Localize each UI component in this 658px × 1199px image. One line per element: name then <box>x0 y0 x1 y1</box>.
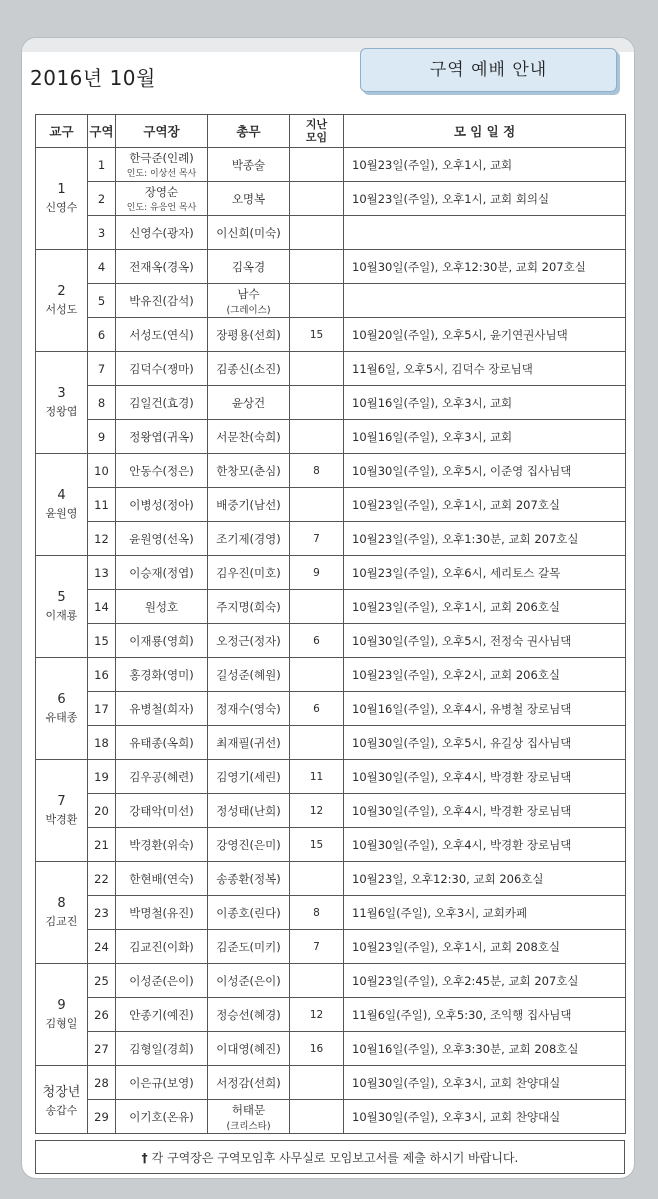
district-pastor-name: 송갑수 <box>45 1104 78 1117</box>
secretary-cell <box>208 556 290 590</box>
schedule-cell <box>344 216 626 250</box>
last-meeting-cell: 16 <box>290 1032 344 1066</box>
district-number: 3 <box>57 386 66 401</box>
secretary-name: 한창모(춘심) <box>216 463 281 478</box>
leader-name: 안종기(예진) <box>129 1007 194 1022</box>
leader-cell <box>116 556 208 590</box>
zone-number-cell: 10 <box>88 454 116 488</box>
secretary-cell <box>208 760 290 794</box>
table-row <box>36 998 626 1032</box>
schedule-cell: 10월23일(주일), 오후1시, 교회 회의실 <box>344 182 626 216</box>
district-pastor-name: 김교진 <box>45 915 78 928</box>
secretary-name: 김종신(소진) <box>216 361 281 376</box>
secretary-cell <box>208 182 290 216</box>
table-row <box>36 216 626 250</box>
leader-name: 이성준(은이) <box>129 973 194 988</box>
leader-guide-note: 인도: 유응언 목사 <box>126 203 197 213</box>
leader-cell <box>116 862 208 896</box>
leader-name: 한현배(연숙) <box>129 871 194 886</box>
schedule-cell: 10월30일(주일), 오후4시, 박경환 장로님댁 <box>344 828 626 862</box>
schedule-cell: 10월30일(주일), 오후3시, 교회 찬양대실 <box>344 1100 626 1134</box>
table-row <box>36 760 626 794</box>
leader-cell <box>116 284 208 318</box>
leader-name: 김형일(경희) <box>129 1041 194 1056</box>
table-row <box>36 896 626 930</box>
table-row <box>36 828 626 862</box>
secretary-name: 김우진(미호) <box>216 565 281 580</box>
last-meeting-cell <box>290 250 344 284</box>
last-meeting-cell: 6 <box>290 624 344 658</box>
secretary-cell <box>208 1032 290 1066</box>
secretary-cell <box>208 896 290 930</box>
schedule-cell: 10월16일(주일), 오후3시, 교회 <box>344 386 626 420</box>
district-pastor-name: 유태종 <box>45 711 78 724</box>
secretary-cell <box>208 930 290 964</box>
schedule-cell: 11월6일, 오후5시, 김덕수 장로님댁 <box>344 352 626 386</box>
table-row <box>36 250 626 284</box>
district-cell <box>36 352 88 454</box>
leader-cell <box>116 760 208 794</box>
zone-number-cell: 3 <box>88 216 116 250</box>
last-meeting-cell <box>290 386 344 420</box>
schedule-cell: 10월20일(주일), 오후5시, 윤기연권사님댁 <box>344 318 626 352</box>
schedule-cell: 10월30일(주일), 오후5시, 전정숙 권사님댁 <box>344 624 626 658</box>
page-title: 구역 예배 안내 <box>360 48 617 92</box>
leader-name: 홍경화(영미) <box>129 667 194 682</box>
zone-number-cell: 17 <box>88 692 116 726</box>
schedule-cell: 10월23일(주일), 오후1시, 교회 208호실 <box>344 930 626 964</box>
table-row <box>36 352 626 386</box>
leader-cell <box>116 386 208 420</box>
leader-cell <box>116 964 208 998</box>
secretary-cell <box>208 998 290 1032</box>
leader-name: 이은규(보영) <box>129 1075 194 1090</box>
secretary-name: 박종술 <box>231 157 266 172</box>
secretary-name: 이성준(은이) <box>216 973 281 988</box>
zone-number-cell: 20 <box>88 794 116 828</box>
secretary-name: 서정감(선희) <box>216 1075 281 1090</box>
leader-name: 김덕수(쟁마) <box>129 361 194 376</box>
schedule-cell: 10월30일(주일), 오후3시, 교회 찬양대실 <box>344 1066 626 1100</box>
last-meeting-cell: 15 <box>290 828 344 862</box>
leader-name: 장영순 <box>144 185 179 199</box>
last-meeting-cell <box>290 352 344 386</box>
table-row <box>36 930 626 964</box>
leader-name: 박유진(감석) <box>129 293 194 308</box>
last-meeting-cell: 8 <box>290 896 344 930</box>
district-number: 6 <box>57 692 66 707</box>
zone-number-cell: 2 <box>88 182 116 216</box>
secretary-name: 윤상건 <box>231 395 266 410</box>
secretary-cell <box>208 590 290 624</box>
district-number: 9 <box>57 998 66 1013</box>
leader-name: 유병철(희자) <box>129 701 194 716</box>
zone-number-cell: 22 <box>88 862 116 896</box>
leader-cell <box>116 318 208 352</box>
schedule-cell: 10월30일(주일), 오후5시, 유길상 집사님댁 <box>344 726 626 760</box>
leader-cell <box>116 794 208 828</box>
district-pastor-name: 김형일 <box>45 1017 78 1030</box>
page-date: 2016년 10월 <box>30 66 156 90</box>
last-meeting-cell <box>290 420 344 454</box>
last-meeting-cell: 12 <box>290 794 344 828</box>
secretary-cell <box>208 964 290 998</box>
leader-guide-note: 인도: 이상선 목사 <box>126 169 197 179</box>
leader-cell <box>116 1032 208 1066</box>
leader-name: 김교진(이화) <box>129 939 194 954</box>
last-meeting-cell: 8 <box>290 454 344 488</box>
secretary-cell <box>208 216 290 250</box>
last-meeting-cell: 11 <box>290 760 344 794</box>
zone-number-cell: 5 <box>88 284 116 318</box>
zone-number-cell: 8 <box>88 386 116 420</box>
district-cell <box>36 454 88 556</box>
leader-name: 안동수(정은) <box>129 463 194 478</box>
col-header-leader: 구역장 <box>116 115 208 148</box>
district-cell <box>36 250 88 352</box>
zone-number-cell: 16 <box>88 658 116 692</box>
schedule-cell: 10월23일(주일), 오후2:45분, 교회 207호실 <box>344 964 626 998</box>
zone-number-cell: 12 <box>88 522 116 556</box>
leader-cell <box>116 590 208 624</box>
district-number: 7 <box>57 794 66 809</box>
district-pastor-name: 박경환 <box>45 813 78 826</box>
leader-name: 서성도(연식) <box>129 327 194 342</box>
last-meeting-cell <box>290 216 344 250</box>
col-header-zone: 구역 <box>88 115 116 148</box>
footer-note-text: 각 구역장은 구역모임후 사무실로 모임보고서를 제출 하시기 바랍니다. <box>151 1151 519 1165</box>
district-cell <box>36 556 88 658</box>
district-pastor-name: 서성도 <box>45 303 78 316</box>
leader-name: 이승재(정엽) <box>129 565 194 580</box>
schedule-cell: 11월6일(주일), 오후5:30, 조익행 집사님댁 <box>344 998 626 1032</box>
leader-name: 윤원영(선옥) <box>129 531 194 546</box>
zone-number-cell: 26 <box>88 998 116 1032</box>
table-header-row <box>36 115 626 148</box>
zone-number-cell: 4 <box>88 250 116 284</box>
leader-name: 박경환(위숙) <box>129 837 194 852</box>
zone-number-cell: 21 <box>88 828 116 862</box>
district-pastor-name: 신영수 <box>45 201 78 214</box>
zone-number-cell: 6 <box>88 318 116 352</box>
secretary-name: 이대영(혜진) <box>216 1041 281 1056</box>
table-row <box>36 522 626 556</box>
schedule-cell: 10월30일(주일), 오후4시, 박경환 장로님댁 <box>344 760 626 794</box>
secretary-cell <box>208 828 290 862</box>
schedule-cell: 10월23일, 오후12:30, 교회 206호실 <box>344 862 626 896</box>
leader-cell <box>116 182 208 216</box>
secretary-cell <box>208 420 290 454</box>
col-header-district: 교구 <box>36 115 88 148</box>
last-meeting-cell <box>290 284 344 318</box>
district-number: 1 <box>57 182 66 197</box>
schedule-cell: 10월30일(주일), 오후5시, 이준영 집사님댁 <box>344 454 626 488</box>
last-meeting-cell <box>290 182 344 216</box>
district-cell <box>36 658 88 760</box>
leader-cell <box>116 930 208 964</box>
secretary-cell <box>208 284 290 318</box>
leader-cell <box>116 998 208 1032</box>
secretary-cell <box>208 352 290 386</box>
secretary-name: 이신희(미숙) <box>216 225 281 240</box>
table-row <box>36 692 626 726</box>
district-cell <box>36 148 88 250</box>
leader-name: 박명철(유진) <box>129 905 194 920</box>
last-meeting-cell <box>290 862 344 896</box>
secretary-cell <box>208 148 290 182</box>
district-pastor-name: 정왕엽 <box>45 405 78 418</box>
secretary-name: 주지명(희숙) <box>216 599 281 614</box>
secretary-name: 길성준(혜원) <box>216 667 281 682</box>
district-cell <box>36 964 88 1066</box>
leader-cell <box>116 488 208 522</box>
leader-cell <box>116 624 208 658</box>
secretary-cell <box>208 454 290 488</box>
schedule-cell: 10월23일(주일), 오후1시, 교회 207호실 <box>344 488 626 522</box>
leader-name: 전재옥(경옥) <box>129 259 194 274</box>
secretary-cell <box>208 1100 290 1134</box>
leader-name: 이재룡(영희) <box>129 633 194 648</box>
district-number: 4 <box>57 488 66 503</box>
col-header-secretary: 총무 <box>208 115 290 148</box>
leader-cell <box>116 1100 208 1134</box>
last-meeting-cell: 15 <box>290 318 344 352</box>
secretary-cell <box>208 522 290 556</box>
table-row <box>36 1100 626 1134</box>
secretary-cell <box>208 488 290 522</box>
schedule-cell: 10월30일(주일), 오후12:30분, 교회 207호실 <box>344 250 626 284</box>
zone-number-cell: 14 <box>88 590 116 624</box>
secretary-name: 오명복 <box>231 191 266 206</box>
last-meeting-cell <box>290 964 344 998</box>
secretary-name: 강영진(은미) <box>216 837 281 852</box>
last-meeting-cell <box>290 1100 344 1134</box>
district-number: 8 <box>57 896 66 911</box>
table-row <box>36 556 626 590</box>
zone-number-cell: 23 <box>88 896 116 930</box>
schedule-cell <box>344 284 626 318</box>
secretary-name: 김영기(세린) <box>216 769 281 784</box>
col-header-schedule: 모 임 일 정 <box>344 115 626 148</box>
table-row <box>36 420 626 454</box>
district-pastor-name: 윤원영 <box>45 507 78 520</box>
secretary-cell <box>208 1066 290 1100</box>
table-row <box>36 964 626 998</box>
leader-name: 신영수(광자) <box>129 225 194 240</box>
district-cell <box>36 760 88 862</box>
zone-number-cell: 13 <box>88 556 116 590</box>
table-row <box>36 148 626 182</box>
schedule-cell: 10월23일(주일), 오후1시, 교회 206호실 <box>344 590 626 624</box>
leader-cell <box>116 1066 208 1100</box>
district-number: 2 <box>57 284 66 299</box>
table-row <box>36 658 626 692</box>
leader-name: 한극준(인례) <box>129 151 194 165</box>
secretary-name: 서문찬(숙희) <box>216 429 281 444</box>
last-meeting-cell: 9 <box>290 556 344 590</box>
district-cell <box>36 1066 88 1134</box>
col-header-last-meeting: 지난 모임 <box>290 115 344 148</box>
table-row <box>36 318 626 352</box>
leader-cell <box>116 658 208 692</box>
secretary-cell <box>208 692 290 726</box>
leader-cell <box>116 216 208 250</box>
schedule-cell: 10월23일(주일), 오후2시, 교회 206호실 <box>344 658 626 692</box>
leader-name: 이기호(온유) <box>129 1109 194 1124</box>
zone-number-cell: 25 <box>88 964 116 998</box>
leader-cell <box>116 148 208 182</box>
table-row <box>36 794 626 828</box>
district-pastor-name: 이재룡 <box>45 609 78 622</box>
table-row <box>36 386 626 420</box>
zone-number-cell: 28 <box>88 1066 116 1100</box>
last-meeting-cell: 6 <box>290 692 344 726</box>
leader-cell <box>116 896 208 930</box>
table-row <box>36 182 626 216</box>
secretary-name: 김옥경 <box>231 259 266 274</box>
table-row <box>36 862 626 896</box>
schedule-cell: 10월16일(주일), 오후3시, 교회 <box>344 420 626 454</box>
secretary-cell <box>208 386 290 420</box>
leader-cell <box>116 250 208 284</box>
secretary-name: 김준도(미키) <box>216 939 281 954</box>
secretary-name: 오정근(정자) <box>216 633 281 648</box>
last-meeting-cell: 7 <box>290 930 344 964</box>
secretary-name: 정승선(혜경) <box>216 1007 281 1022</box>
secretary-name: 장평용(선희) <box>216 327 281 342</box>
zone-number-cell: 1 <box>88 148 116 182</box>
last-meeting-cell <box>290 1066 344 1100</box>
leader-name: 강태악(미선) <box>129 803 194 818</box>
zone-number-cell: 18 <box>88 726 116 760</box>
leader-cell <box>116 692 208 726</box>
district-number: 청장년 <box>42 1085 81 1100</box>
leader-cell <box>116 522 208 556</box>
schedule-cell: 11월6일(주일), 오후3시, 교회카페 <box>344 896 626 930</box>
leader-cell <box>116 454 208 488</box>
zone-number-cell: 27 <box>88 1032 116 1066</box>
secretary-cell <box>208 862 290 896</box>
secretary-name: 남수 <box>237 286 260 301</box>
secretary-cell <box>208 624 290 658</box>
leader-cell <box>116 420 208 454</box>
zone-number-cell: 29 <box>88 1100 116 1134</box>
zone-number-cell: 15 <box>88 624 116 658</box>
leader-name: 김우공(혜련) <box>129 769 194 784</box>
secretary-name: 조기제(경영) <box>216 531 281 546</box>
table-row <box>36 624 626 658</box>
last-meeting-cell <box>290 726 344 760</box>
last-meeting-cell: 7 <box>290 522 344 556</box>
secretary-name: 정성태(난희) <box>216 803 281 818</box>
schedule-cell: 10월16일(주일), 오후4시, 유병철 장로님댁 <box>344 692 626 726</box>
footer-note <box>35 1140 625 1174</box>
schedule-cell: 10월16일(주일), 오후3:30분, 교회 208호실 <box>344 1032 626 1066</box>
secretary-name: 송종환(정복) <box>216 871 281 886</box>
district-number: 5 <box>57 590 66 605</box>
table-row <box>36 1032 626 1066</box>
leader-name: 이병성(정아) <box>129 497 194 512</box>
leader-name: 정왕엽(귀옥) <box>129 429 194 444</box>
zone-number-cell: 9 <box>88 420 116 454</box>
district-cell <box>36 862 88 964</box>
secretary-cell <box>208 250 290 284</box>
secretary-cell <box>208 794 290 828</box>
table-row <box>36 590 626 624</box>
zone-number-cell: 19 <box>88 760 116 794</box>
secretary-name: 배중기(남선) <box>216 497 281 512</box>
schedule-table <box>35 114 626 1134</box>
schedule-cell: 10월23일(주일), 오후6시, 세리토스 갈목 <box>344 556 626 590</box>
secretary-name: 정재수(영숙) <box>216 701 281 716</box>
schedule-cell: 10월30일(주일), 오후4시, 박경환 장로님댁 <box>344 794 626 828</box>
table-row <box>36 488 626 522</box>
secretary-name: 최재필(귀선) <box>216 735 281 750</box>
zone-number-cell: 11 <box>88 488 116 522</box>
last-meeting-cell <box>290 590 344 624</box>
table-row <box>36 726 626 760</box>
secretary-cell <box>208 726 290 760</box>
schedule-cell: 10월23일(주일), 오후1:30분, 교회 207호실 <box>344 522 626 556</box>
dagger-icon: † <box>141 1151 148 1165</box>
table-row <box>36 284 626 318</box>
secretary-cell <box>208 658 290 692</box>
leader-cell <box>116 726 208 760</box>
leader-cell <box>116 352 208 386</box>
zone-number-cell: 24 <box>88 930 116 964</box>
last-meeting-cell: 12 <box>290 998 344 1032</box>
secretary-name: 이종호(린다) <box>216 905 281 920</box>
secretary-name-sub: (그레이스) <box>226 304 271 316</box>
secretary-cell <box>208 318 290 352</box>
leader-cell <box>116 828 208 862</box>
table-row <box>36 454 626 488</box>
leader-name: 유태종(옥희) <box>129 735 194 750</box>
secretary-name: 허태문 <box>231 1102 266 1117</box>
last-meeting-cell <box>290 488 344 522</box>
schedule-cell: 10월23일(주일), 오후1시, 교회 <box>344 148 626 182</box>
zone-number-cell: 7 <box>88 352 116 386</box>
leader-name: 원성호 <box>144 599 179 614</box>
leader-name: 김일건(효경) <box>129 395 194 410</box>
last-meeting-cell <box>290 148 344 182</box>
last-meeting-cell <box>290 658 344 692</box>
secretary-name-sub: (크리스타) <box>226 1120 271 1132</box>
table-row <box>36 1066 626 1100</box>
